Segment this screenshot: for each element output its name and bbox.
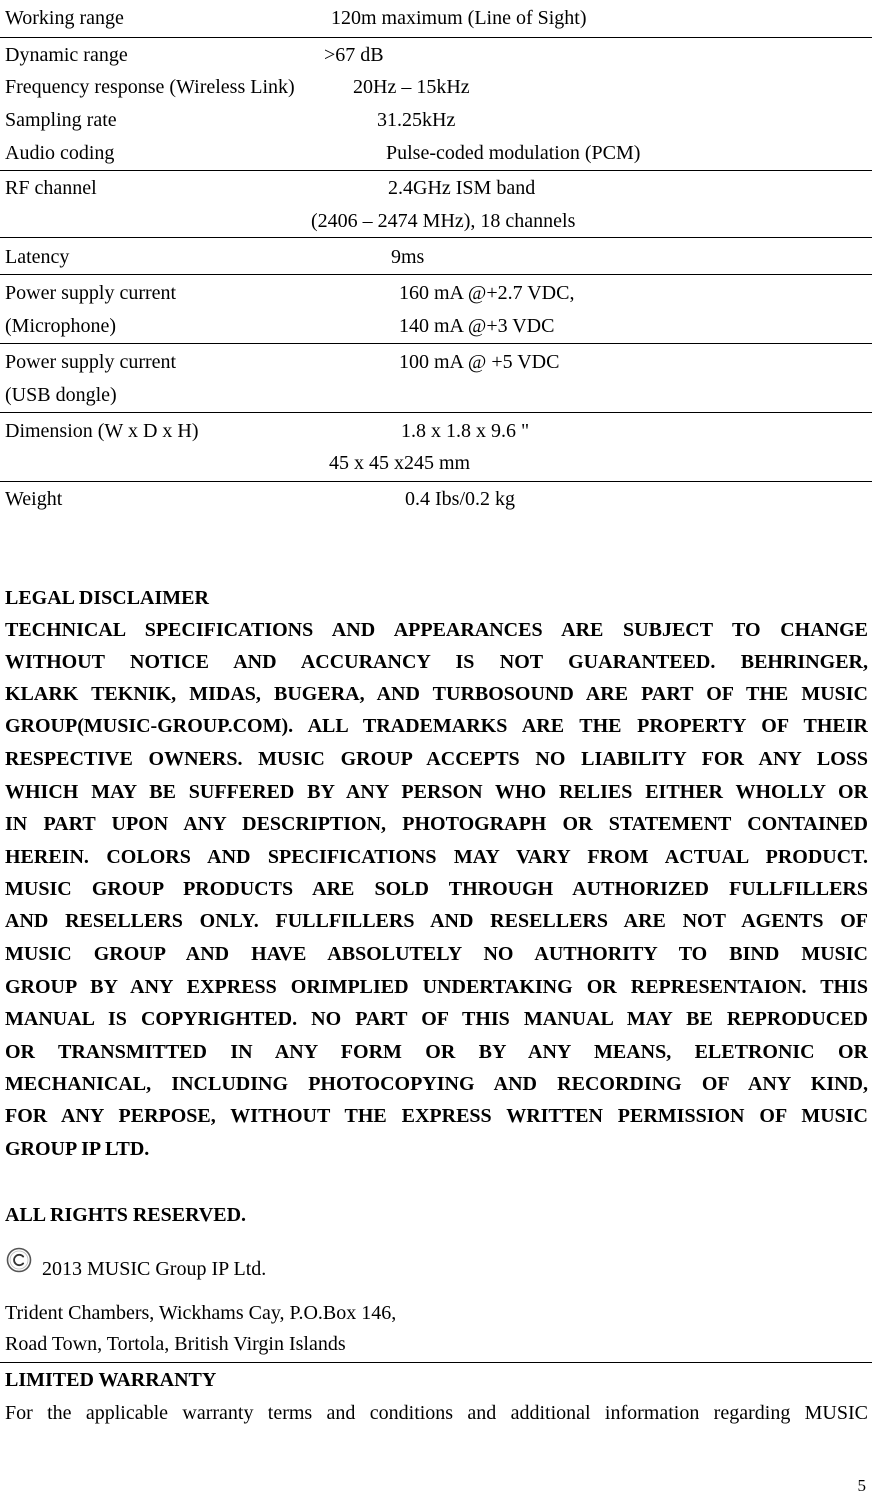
spec-value-working-range: 120m maximum (Line of Sight) bbox=[331, 7, 587, 29]
spec-value-dimension-mm: 45 x 45 x245 mm bbox=[329, 452, 471, 474]
spec-value-frequency-response: 20Hz – 15kHz bbox=[353, 76, 470, 98]
copyright-icon bbox=[6, 1247, 32, 1273]
disclaimer-line: GROUP(MUSIC-GROUP.COM). ALL TRADEMARKS ARE THE PROPERTY OF THEIR bbox=[5, 715, 868, 737]
spec-label-power-usb: Power supply current bbox=[5, 351, 177, 373]
spec-label-sampling-rate: Sampling rate bbox=[5, 109, 117, 131]
disclaimer-line: MUSIC GROUP AND HAVE ABSOLUTELY NO AUTHORITY TO BIND MUSIC bbox=[5, 943, 868, 965]
disclaimer-line: WHICH MAY BE SUFFERED BY ANY PERSON WHO RELIES EITHER WHOLLY OR bbox=[5, 781, 868, 803]
spec-label-dynamic-range: Dynamic range bbox=[5, 44, 128, 66]
spec-label-audio-coding: Audio coding bbox=[5, 142, 115, 164]
spec-value-audio-coding: Pulse-coded modulation (PCM) bbox=[386, 142, 641, 164]
disclaimer-line: MANUAL IS COPYRIGHTED. NO PART OF THIS MANUAL MAY BE REPRODUCED bbox=[5, 1008, 868, 1030]
spec-label-dimension: Dimension (W x D x H) bbox=[5, 420, 199, 442]
disclaimer-line: FOR ANY PERPOSE, WITHOUT THE EXPRESS WRITTEN PERMISSION OF MUSIC bbox=[5, 1105, 868, 1127]
disclaimer-line: GROUP IP LTD. bbox=[5, 1138, 150, 1160]
disclaimer-line: TECHNICAL SPECIFICATIONS AND APPEARANCES ARE SUBJECT TO CHANGE bbox=[5, 619, 868, 641]
spec-label-latency: Latency bbox=[5, 246, 70, 268]
table-rule bbox=[0, 481, 872, 482]
spec-label-frequency-response: Frequency response (Wireless Link) bbox=[5, 76, 295, 98]
spec-value-sampling-rate: 31.25kHz bbox=[377, 109, 456, 131]
table-rule bbox=[0, 37, 872, 38]
disclaimer-line: AND RESELLERS ONLY. FULLFILLERS AND RESELLERS ARE NOT AGENTS OF bbox=[5, 910, 868, 932]
spec-label-working-range: Working range bbox=[5, 7, 124, 29]
disclaimer-line: RESPECTIVE OWNERS. MUSIC GROUP ACCEPTS NO LIABILITY FOR ANY LOSS bbox=[5, 748, 868, 770]
spec-value-dynamic-range: >67 dB bbox=[324, 44, 384, 66]
page-number: 5 bbox=[857, 1476, 866, 1495]
address-line-1: Trident Chambers, Wickhams Cay, P.O.Box 146, bbox=[5, 1302, 397, 1324]
table-rule bbox=[0, 412, 872, 413]
disclaimer-line: OR TRANSMITTED IN ANY FORM OR BY ANY MEANS, ELETRONIC OR bbox=[5, 1041, 868, 1063]
table-rule bbox=[0, 274, 872, 275]
spec-value-weight: 0.4 Ibs/0.2 kg bbox=[405, 488, 515, 510]
spec-value-latency: 9ms bbox=[391, 246, 425, 268]
disclaimer-line: GROUP BY ANY EXPRESS ORIMPLIED UNDERTAKING OR REPRESENTAION. THIS bbox=[5, 976, 868, 998]
disclaimer-line: MUSIC GROUP PRODUCTS ARE SOLD THROUGH AUTHORIZED FULLFILLERS bbox=[5, 878, 868, 900]
address-line-2: Road Town, Tortola, British Virgin Islands bbox=[5, 1333, 346, 1355]
spec-label-rf-channel: RF channel bbox=[5, 177, 97, 199]
spec-value-rf-channel-range: (2406 – 2474 MHz), 18 channels bbox=[311, 210, 576, 232]
warranty-heading: LIMITED WARRANTY bbox=[5, 1369, 217, 1391]
spec-label-weight: Weight bbox=[5, 488, 63, 510]
spec-value-power-usb: 100 mA @ +5 VDC bbox=[399, 351, 560, 373]
disclaimer-line: MECHANICAL, INCLUDING PHOTOCOPYING AND RECORDING OF ANY KIND, bbox=[5, 1073, 868, 1095]
disclaimer-line: KLARK TEKNIK, MIDAS, BUGERA, AND TURBOSOUND ARE PART OF THE MUSIC bbox=[5, 683, 868, 705]
section-rule bbox=[0, 1362, 872, 1363]
spec-value-power-mic-2: 140 mA @+3 VDC bbox=[399, 315, 555, 337]
disclaimer-line: WITHOUT NOTICE AND ACCURANCY IS NOT GUARANTEED. BEHRINGER, bbox=[5, 651, 868, 673]
table-rule bbox=[0, 237, 872, 238]
spec-label-power-mic-sub: (Microphone) bbox=[5, 315, 117, 337]
spec-value-power-mic: 160 mA @+2.7 VDC, bbox=[399, 282, 575, 304]
table-rule bbox=[0, 343, 872, 344]
rights-reserved: ALL RIGHTS RESERVED. bbox=[5, 1204, 247, 1226]
copyright-line: 2013 MUSIC Group IP Ltd. bbox=[42, 1258, 267, 1280]
spec-label-power-mic: Power supply current bbox=[5, 282, 177, 304]
spec-value-rf-channel: 2.4GHz ISM band bbox=[388, 177, 536, 199]
disclaimer-line: IN PART UPON ANY DESCRIPTION, PHOTOGRAPH OR STATEMENT CONTAINED bbox=[5, 813, 868, 835]
warranty-text: For the applicable warranty terms and conditions and additional information regarding MUSIC bbox=[5, 1402, 868, 1424]
spec-label-power-usb-sub: (USB dongle) bbox=[5, 384, 117, 406]
table-rule bbox=[0, 170, 872, 171]
disclaimer-line: HEREIN. COLORS AND SPECIFICATIONS MAY VARY FROM ACTUAL PRODUCT. bbox=[5, 846, 868, 868]
spec-value-dimension-inches: 1.8 x 1.8 x 9.6 " bbox=[401, 420, 530, 442]
disclaimer-heading: LEGAL DISCLAIMER bbox=[5, 587, 209, 609]
